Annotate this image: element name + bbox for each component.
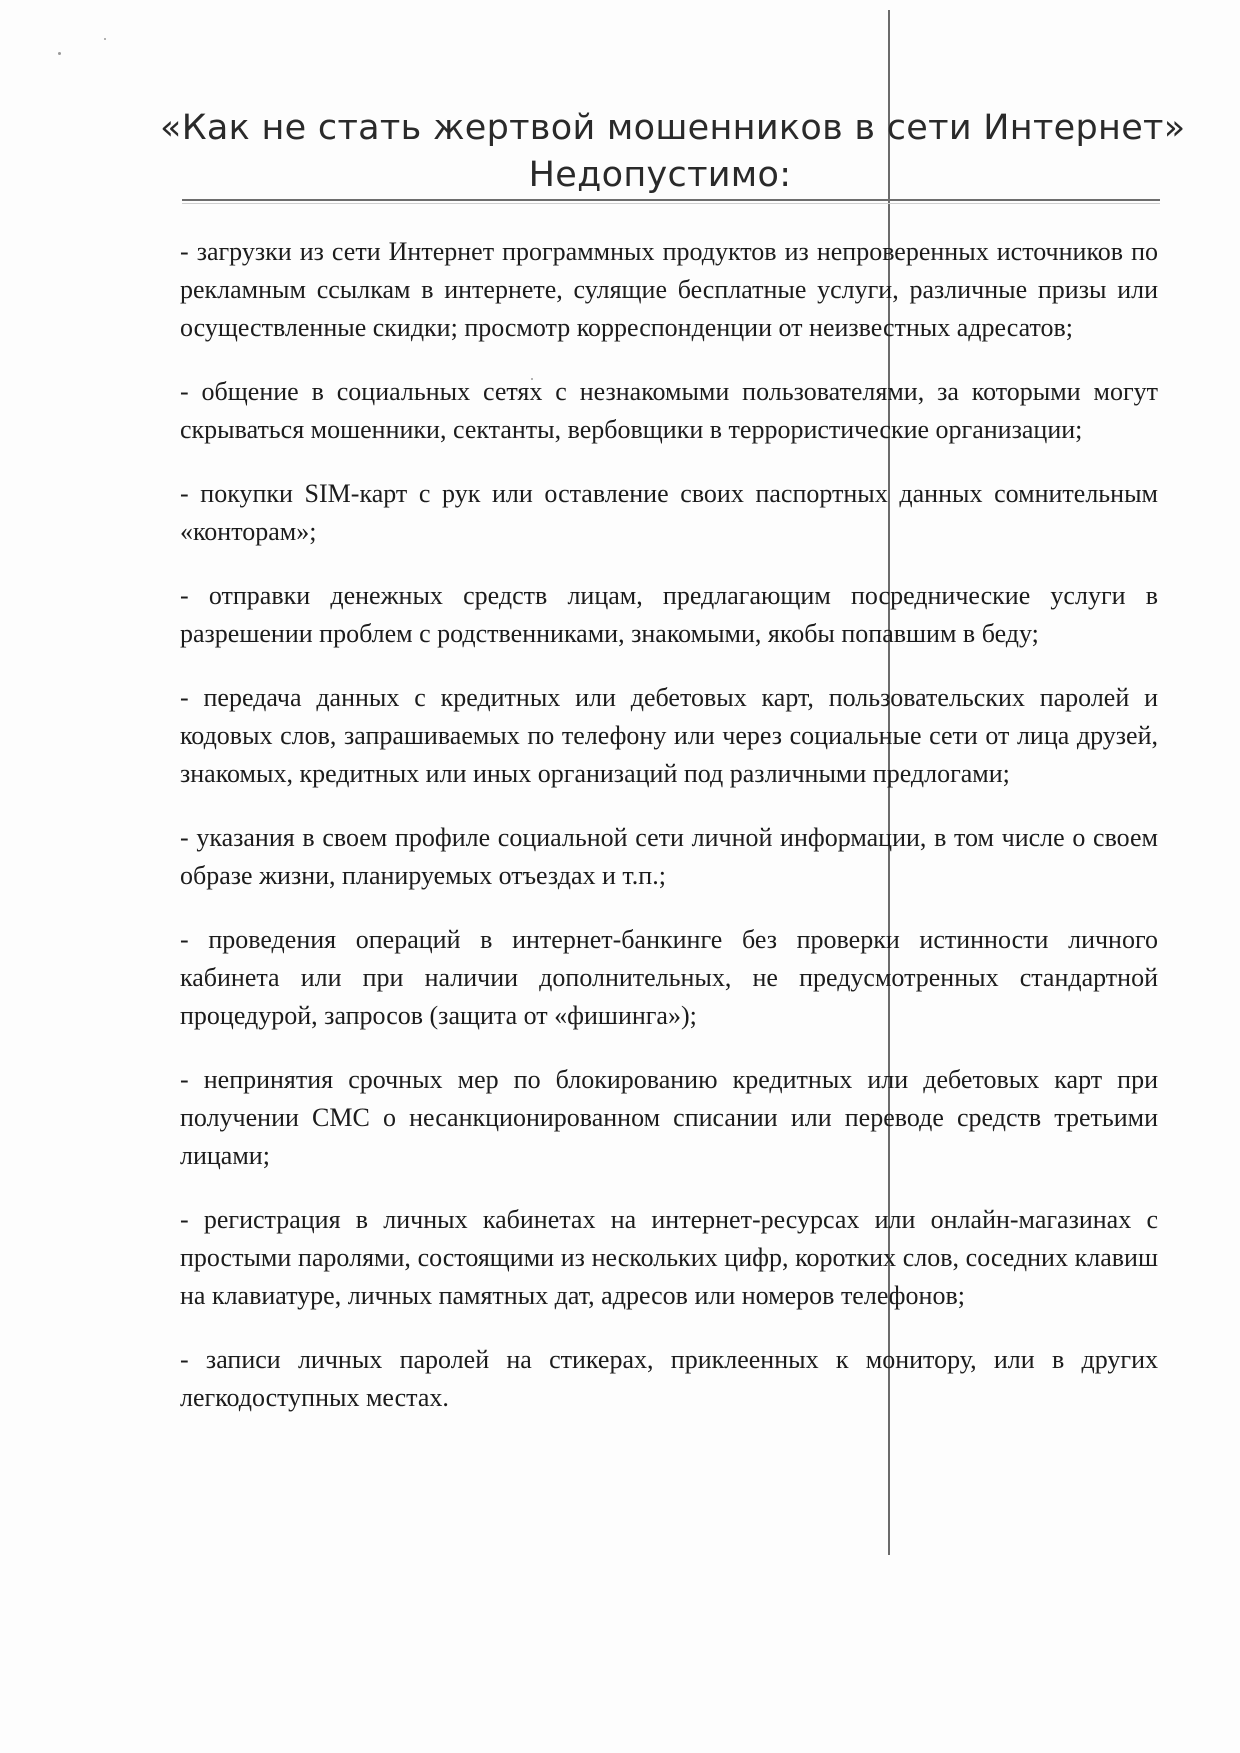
document-body xyxy=(180,233,1158,1443)
list-item: - передача данных с кредитных или дебетовых карт, пользовательских паролей и кодовых слов, запрашиваемых по телефону или через социальные сети от лица друзей, знакомых, кредитных или иных организаций под различными предлогами; xyxy=(180,683,1158,788)
list-item: - отправки денежных средств лицам, предлагающим посреднические услуги в разрешении проблем с родственниками, знакомыми, якобы попавшим в беду; xyxy=(180,581,1158,648)
list-item: - указания в своем профиле социальной сети личной информации, в том числе о своем образе жизни, планируемых отъездах и т.п.; xyxy=(180,823,1158,890)
title-underline-shadow xyxy=(182,203,1160,204)
document-subtitle: Недопустимо: xyxy=(528,155,792,195)
list-item: - загрузки из сети Интернет программных продуктов из непроверенных источников по рекламным ссылкам в интернете, сулящие бесплатные услуги, различные призы или осуществленные скидки; просмотр корреспонденции от неизвестных адресатов; xyxy=(180,237,1158,342)
list-item: - проведения операций в интернет-банкинге без проверки истинности личного кабинета или при наличии дополнительных, не предусмотренных стандартной процедурой, запросов (защита от «фишинга»); xyxy=(180,925,1158,1030)
list-item: - записи личных паролей на стикерах, приклеенных к монитору, или в других легкодоступных местах. xyxy=(180,1345,1158,1412)
list-item: - регистрация в личных кабинетах на интернет-ресурсах или онлайн-магазинах с простыми паролями, состоящими из нескольких цифр, коротких слов, соседних клавиш на клавиатуре, личных памятных дат, адресов или номеров телефонов; xyxy=(180,1205,1158,1310)
scan-speck xyxy=(58,52,61,55)
title-underline xyxy=(182,199,1160,201)
list-item: - общение в социальных сетях с незнакомыми пользователями, за которыми могут скрываться мошенники, сектанты, вербовщики в террористические организации; xyxy=(180,377,1158,444)
scan-speck xyxy=(104,38,106,40)
document-title: «Как не стать жертвой мошенников в сети Интернет» xyxy=(160,108,1186,148)
document-header xyxy=(160,105,1186,199)
list-item: - непринятия срочных мер по блокированию кредитных или дебетовых карт при получении СМС о несанкционированном списании или переводе средств третьими лицами; xyxy=(180,1065,1158,1170)
list-item: - покупки SIM-карт с рук или оставление своих паспортных данных сомнительным «конторам»; xyxy=(180,479,1158,546)
